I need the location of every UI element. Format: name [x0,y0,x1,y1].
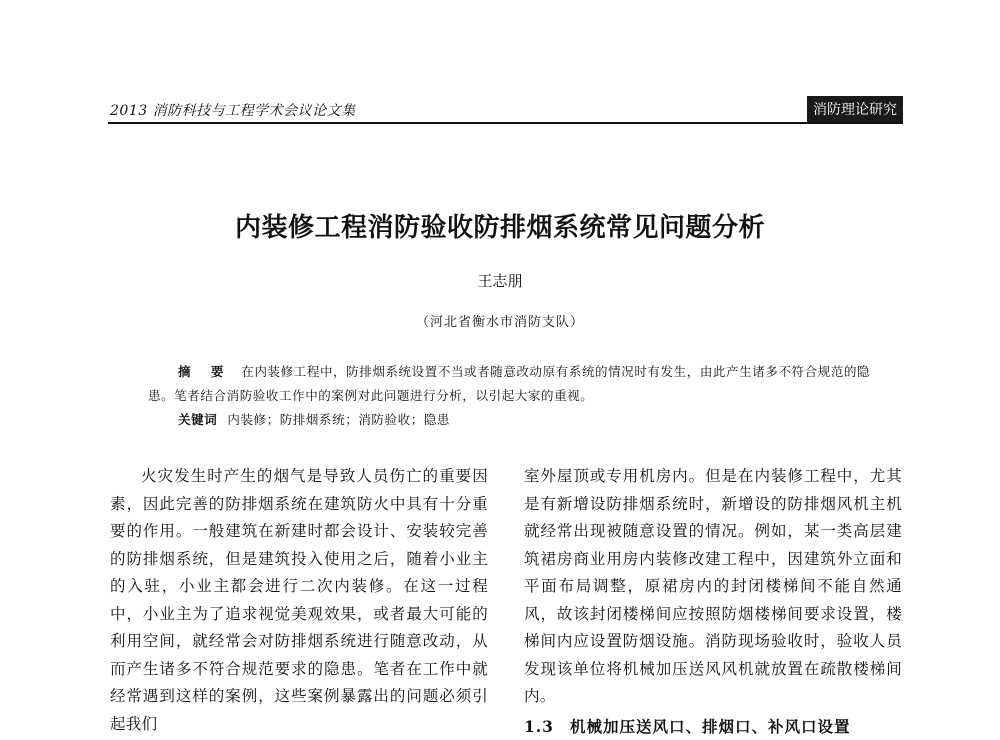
subsection-heading [524,713,902,740]
left-column-paragraph: 火灾发生时产生的烟气是导致人员伤亡的重要因素，因此完善的防排烟系统在建筑防火中具有十分重要的作用。一般建筑在新建时都会设计、安装较完善的防排烟系统，但是建筑投入使用之后，随着小业主的入驻，小业主都会进行二次内装修。在这一过程中，小业主为了追求视觉美观效果，或者最大可能的利用空间，就经常会对防排烟系统进行随意改动，从而产生诸多不符合规范要求的隐患。笔者在工作中就经常遇到这样的案例，这些案例暴露出的问题必须引起我们 [110,463,488,738]
proceedings-title: 2013 消防科技与工程学术会议论文集 [110,100,356,120]
subsection-title: 机械加压送风口、排烟口、补风口设置 [570,717,851,736]
running-header [108,96,903,124]
subsection-number: 1.3 [524,717,554,736]
author-affiliation: （河北省衡水市消防支队） [0,311,1000,330]
body-column-left [110,463,488,738]
keywords [178,410,878,428]
abstract [148,360,874,408]
abstract-label: 摘 要 [178,364,231,379]
author-name: 王志朋 [0,270,1000,291]
keywords-text: 内装修；防排烟系统；消防验收；隐患 [227,412,450,427]
section-label: 消防理论研究 [807,96,903,122]
keywords-label: 关键词 [178,412,217,427]
body-column-right [524,463,902,740]
right-column-paragraph: 室外屋顶或专用机房内。但是在内装修工程中，尤其是有新增设防排烟系统时，新增设的防排烟风机主机就经常出现被随意设置的情况。例如，某一类高层建筑裙房商业用房内装修改建工程中，因建筑外立面和平面布局调整，原裙房内的封闭楼梯间不能自然通风，故该封闭楼梯间应按照防烟楼梯间要求设置，楼梯间内应设置防烟设施。消防现场验收时，验收人员发现该单位将机械加压送风风机就放置在疏散楼梯间内。 [524,463,902,711]
abstract-text: 在内装修工程中，防排烟系统设置不当或者随意改动原有系统的情况时有发生，由此产生诸多不符合规范的隐患。笔者结合消防验收工作中的案例对此问题进行分析，以引起大家的重视。 [148,364,870,403]
article-title: 内装修工程消防验收防排烟系统常见问题分析 [0,207,1000,244]
